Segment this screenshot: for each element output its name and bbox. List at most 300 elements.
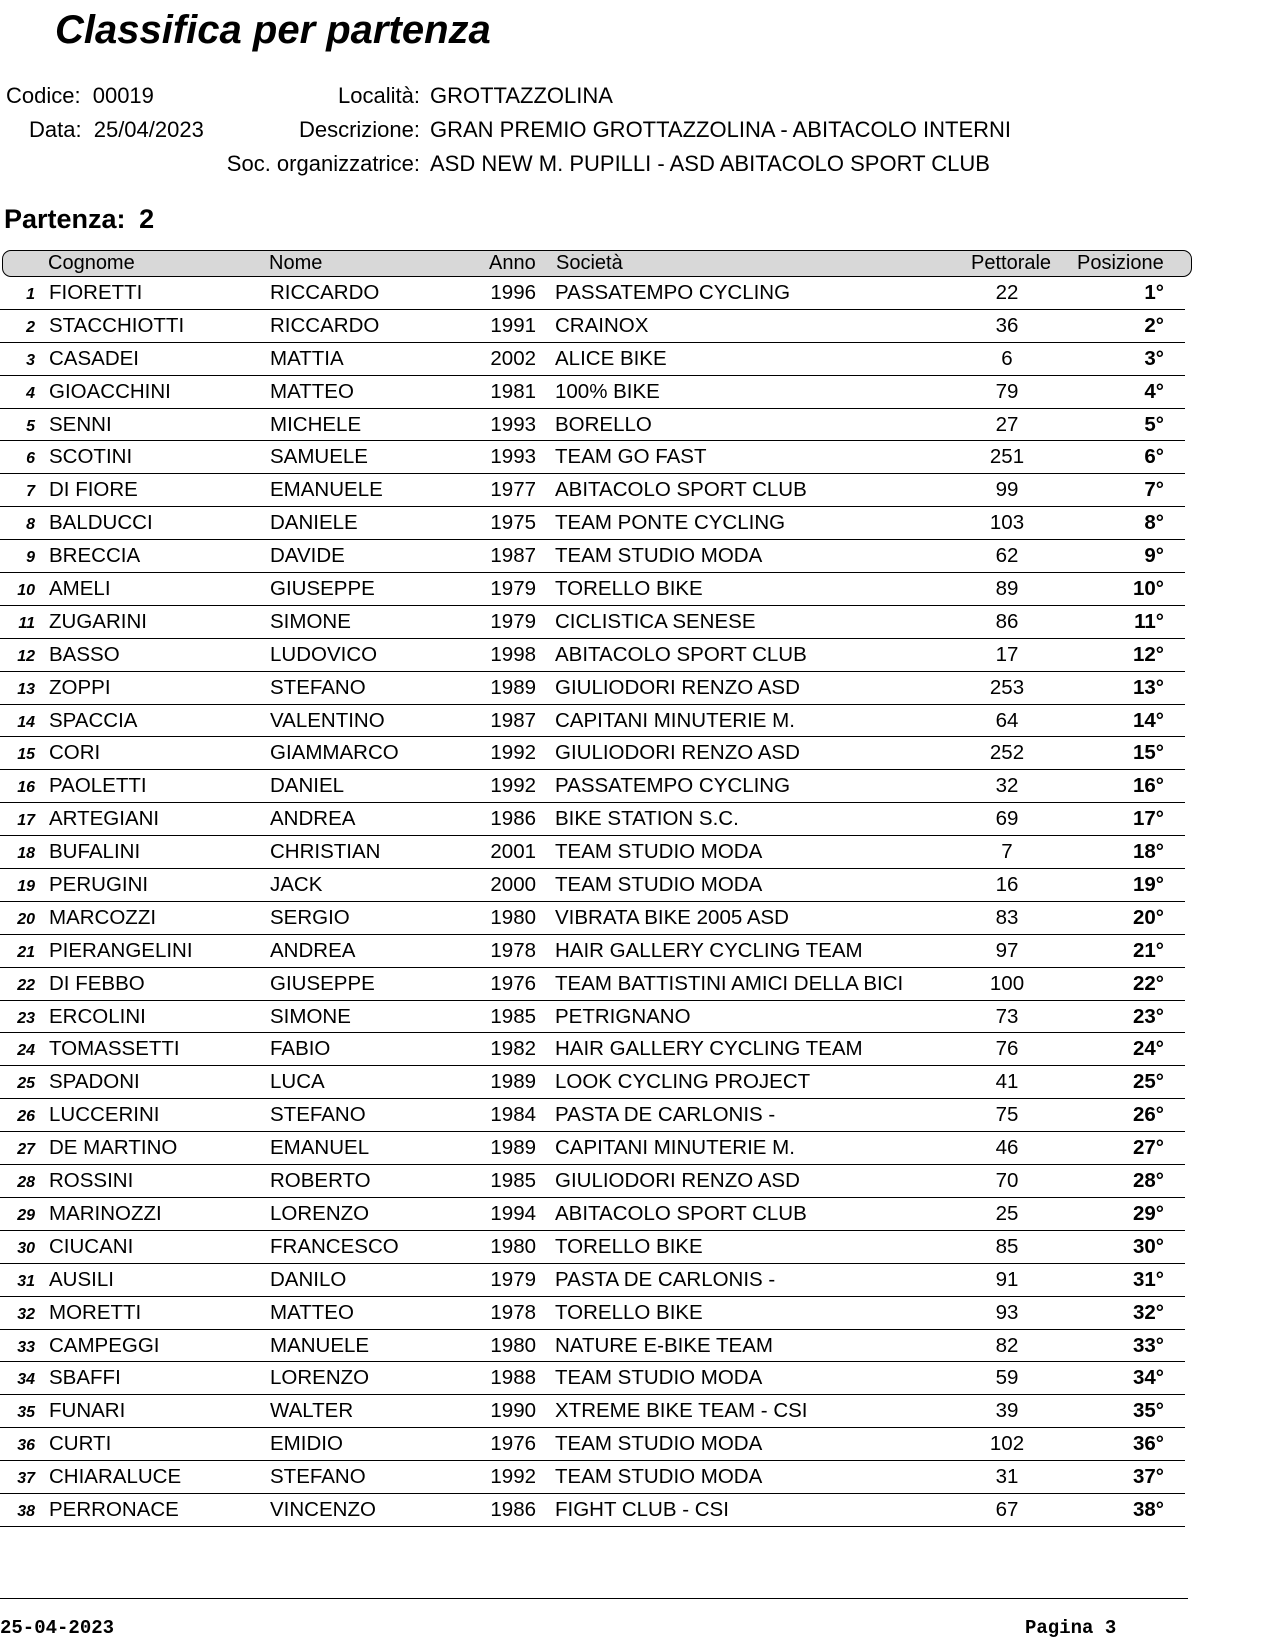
cognome-cell: PAOLETTI bbox=[49, 774, 147, 798]
societa-cell: CAPITANI MINUTERIE M. bbox=[555, 1136, 795, 1160]
posizione-cell: 6° bbox=[1144, 445, 1164, 469]
pettorale-cell: 76 bbox=[995, 1037, 1019, 1061]
anno-cell: 1989 bbox=[490, 1136, 536, 1160]
posizione-cell: 37° bbox=[1132, 1465, 1164, 1489]
table-row bbox=[0, 1165, 1185, 1198]
nome-cell: FRANCESCO bbox=[270, 1234, 399, 1258]
cognome-cell: MARINOZZI bbox=[49, 1201, 162, 1225]
partenza-heading bbox=[4, 204, 154, 235]
row-number: 33 bbox=[17, 1338, 35, 1356]
table-row bbox=[0, 1066, 1185, 1099]
pettorale-cell: 97 bbox=[995, 938, 1019, 962]
soc-value: ASD NEW M. PUPILLI - ASD ABITACOLO SPORT CLUB bbox=[430, 151, 990, 176]
posizione-cell: 5° bbox=[1144, 412, 1164, 436]
pettorale-cell: 82 bbox=[995, 1333, 1019, 1357]
cognome-cell: DI FEBBO bbox=[49, 971, 145, 995]
posizione-cell: 34° bbox=[1132, 1366, 1164, 1390]
pettorale-cell: 16 bbox=[995, 873, 1019, 897]
societa-cell: CRAINOX bbox=[555, 313, 649, 337]
pettorale-cell: 32 bbox=[995, 774, 1019, 798]
table-row bbox=[0, 606, 1185, 639]
row-number: 16 bbox=[17, 779, 35, 797]
anno-cell: 1993 bbox=[490, 445, 536, 469]
table-row bbox=[0, 1231, 1185, 1264]
table-row bbox=[0, 968, 1185, 1001]
nome-cell: MATTEO bbox=[270, 1300, 354, 1324]
row-number: 30 bbox=[17, 1239, 35, 1257]
row-number: 24 bbox=[17, 1042, 35, 1060]
posizione-cell: 27° bbox=[1132, 1136, 1164, 1160]
societa-cell: TEAM STUDIO MODA bbox=[555, 1366, 763, 1390]
cognome-cell: DE MARTINO bbox=[49, 1136, 178, 1160]
pettorale-cell: 253 bbox=[989, 675, 1025, 699]
pettorale-cell: 75 bbox=[995, 1103, 1019, 1127]
table-row bbox=[0, 310, 1185, 343]
posizione-cell: 36° bbox=[1132, 1432, 1164, 1456]
pettorale-cell: 85 bbox=[995, 1234, 1019, 1258]
anno-cell: 1992 bbox=[490, 774, 536, 798]
anno-cell: 1991 bbox=[490, 313, 536, 337]
row-number: 38 bbox=[17, 1502, 35, 1520]
anno-cell: 1980 bbox=[490, 1234, 536, 1258]
header-posizione: Posizione bbox=[1077, 252, 1164, 274]
row-number: 21 bbox=[17, 943, 35, 961]
posizione-cell: 13° bbox=[1132, 675, 1164, 699]
row-number: 2 bbox=[26, 318, 35, 336]
header-pettorale: Pettorale bbox=[971, 252, 1052, 274]
nome-cell: LORENZO bbox=[270, 1201, 370, 1225]
pettorale-cell: 6 bbox=[1001, 346, 1013, 370]
table-row bbox=[0, 1330, 1185, 1363]
posizione-cell: 11° bbox=[1134, 609, 1164, 633]
cognome-cell: ARTEGIANI bbox=[49, 807, 160, 831]
posizione-cell: 17° bbox=[1132, 807, 1164, 831]
table-row bbox=[0, 1132, 1185, 1165]
nome-cell: STEFANO bbox=[270, 1103, 366, 1127]
cognome-cell: GIOACCHINI bbox=[49, 379, 171, 403]
posizione-cell: 25° bbox=[1132, 1070, 1164, 1094]
societa-cell: TEAM STUDIO MODA bbox=[555, 1432, 763, 1456]
societa-cell: HAIR GALLERY CYCLING TEAM bbox=[555, 1037, 863, 1061]
posizione-cell: 3° bbox=[1144, 346, 1164, 370]
posizione-cell: 22° bbox=[1132, 971, 1164, 995]
cognome-cell: CAMPEGGI bbox=[49, 1333, 160, 1357]
nome-cell: LUDOVICO bbox=[270, 642, 378, 666]
pettorale-cell: 86 bbox=[995, 609, 1019, 633]
pettorale-cell: 103 bbox=[989, 511, 1025, 535]
table-row bbox=[0, 441, 1185, 474]
table-row bbox=[0, 737, 1185, 770]
anno-cell: 1984 bbox=[490, 1103, 536, 1127]
posizione-cell: 14° bbox=[1132, 708, 1164, 732]
societa-cell: ABITACOLO SPORT CLUB bbox=[555, 642, 807, 666]
anno-cell: 1996 bbox=[490, 281, 536, 304]
pettorale-cell: 91 bbox=[995, 1267, 1019, 1291]
pettorale-cell: 79 bbox=[995, 379, 1019, 403]
table-row bbox=[0, 1198, 1185, 1231]
societa-cell: TEAM STUDIO MODA bbox=[555, 873, 763, 897]
header-cognome: Cognome bbox=[48, 252, 135, 274]
cognome-cell: PERUGINI bbox=[49, 873, 149, 897]
anno-cell: 1981 bbox=[490, 379, 536, 403]
societa-cell: TORELLO BIKE bbox=[555, 577, 703, 601]
anno-cell: 1986 bbox=[490, 1497, 536, 1521]
societa-cell: TEAM STUDIO MODA bbox=[555, 840, 763, 864]
nome-cell: EMANUELE bbox=[270, 478, 383, 502]
codice-label: Codice: bbox=[6, 83, 81, 108]
anno-cell: 1976 bbox=[490, 971, 536, 995]
row-number: 9 bbox=[26, 549, 35, 567]
anno-cell: 1985 bbox=[490, 1169, 536, 1193]
nome-cell: CHRISTIAN bbox=[270, 840, 381, 864]
row-number: 36 bbox=[17, 1437, 35, 1455]
nome-cell: MICHELE bbox=[270, 412, 362, 436]
posizione-cell: 26° bbox=[1132, 1103, 1164, 1127]
pettorale-cell: 59 bbox=[995, 1366, 1019, 1390]
anno-cell: 1985 bbox=[490, 1004, 536, 1028]
cognome-cell: SPADONI bbox=[49, 1070, 140, 1094]
pettorale-cell: 83 bbox=[995, 905, 1019, 929]
cognome-cell: ROSSINI bbox=[49, 1169, 134, 1193]
nome-cell: RICCARDO bbox=[270, 313, 380, 337]
cognome-cell: LUCCERINI bbox=[49, 1103, 160, 1127]
table-row bbox=[0, 409, 1185, 442]
table-row bbox=[0, 639, 1185, 672]
table-row bbox=[0, 869, 1185, 902]
societa-cell: 100% BIKE bbox=[555, 379, 660, 403]
cognome-cell: PERRONACE bbox=[49, 1497, 179, 1521]
anno-cell: 1986 bbox=[490, 807, 536, 831]
partenza-label: Partenza: bbox=[4, 204, 126, 234]
nome-cell: STEFANO bbox=[270, 675, 366, 699]
posizione-cell: 33° bbox=[1132, 1333, 1164, 1357]
row-number: 4 bbox=[26, 384, 35, 402]
table-row bbox=[0, 474, 1185, 507]
cognome-cell: PIERANGELINI bbox=[49, 938, 193, 962]
table-row bbox=[0, 507, 1185, 540]
anno-cell: 1979 bbox=[490, 609, 536, 633]
anno-cell: 1993 bbox=[490, 412, 536, 436]
pettorale-cell: 31 bbox=[995, 1465, 1019, 1489]
cognome-cell: SCOTINI bbox=[49, 445, 133, 469]
pettorale-cell: 25 bbox=[995, 1201, 1019, 1225]
nome-cell: SIMONE bbox=[270, 609, 351, 633]
nome-cell: SAMUELE bbox=[270, 445, 368, 469]
societa-cell: FIGHT CLUB - CSI bbox=[555, 1497, 729, 1521]
societa-cell: ABITACOLO SPORT CLUB bbox=[555, 478, 807, 502]
anno-cell: 1982 bbox=[490, 1037, 536, 1061]
nome-cell: MATTEO bbox=[270, 379, 354, 403]
pettorale-cell: 17 bbox=[995, 642, 1019, 666]
table-row bbox=[0, 1461, 1185, 1494]
posizione-cell: 2° bbox=[1144, 313, 1164, 337]
nome-cell: DANIEL bbox=[270, 774, 345, 798]
pettorale-cell: 41 bbox=[995, 1070, 1019, 1094]
table-row bbox=[0, 803, 1185, 836]
partenza-value: 2 bbox=[139, 204, 155, 234]
posizione-cell: 16° bbox=[1132, 774, 1164, 798]
cognome-cell: MARCOZZI bbox=[49, 905, 157, 929]
posizione-cell: 32° bbox=[1132, 1300, 1164, 1324]
row-number: 25 bbox=[17, 1075, 35, 1093]
anno-cell: 1998 bbox=[490, 642, 536, 666]
anno-cell: 1975 bbox=[490, 511, 536, 535]
societa-cell: TORELLO BIKE bbox=[555, 1234, 703, 1258]
footer-date: 25-04-2023 bbox=[0, 1617, 115, 1639]
cognome-cell: BUFALINI bbox=[49, 840, 141, 864]
societa-cell: PASSATEMPO CYCLING bbox=[555, 281, 791, 304]
row-number: 19 bbox=[17, 878, 35, 896]
row-number: 6 bbox=[26, 450, 35, 468]
posizione-cell: 15° bbox=[1132, 741, 1164, 765]
table-row bbox=[0, 1428, 1185, 1461]
nome-cell: LORENZO bbox=[270, 1366, 370, 1390]
posizione-cell: 7° bbox=[1144, 478, 1164, 502]
footer-page: Pagina 3 bbox=[1025, 1617, 1117, 1639]
societa-cell: PASTA DE CARLONIS - bbox=[555, 1267, 776, 1291]
societa-cell: TEAM GO FAST bbox=[555, 445, 707, 469]
posizione-cell: 23° bbox=[1132, 1004, 1164, 1028]
societa-cell: HAIR GALLERY CYCLING TEAM bbox=[555, 938, 863, 962]
descrizione-value: GRAN PREMIO GROTTAZZOLINA - ABITACOLO INTERNI bbox=[430, 117, 1012, 142]
anno-cell: 1989 bbox=[490, 675, 536, 699]
row-number: 32 bbox=[17, 1305, 35, 1323]
nome-cell: GIAMMARCO bbox=[270, 741, 399, 765]
row-number: 5 bbox=[26, 417, 35, 435]
cognome-cell: BALDUCCI bbox=[49, 511, 153, 535]
row-number: 31 bbox=[17, 1272, 35, 1290]
nome-cell: GIUSEPPE bbox=[270, 971, 375, 995]
table-row bbox=[0, 1297, 1185, 1330]
cognome-cell: BASSO bbox=[49, 642, 120, 666]
cognome-cell: CIUCANI bbox=[49, 1234, 134, 1258]
cognome-cell: SPACCIA bbox=[49, 708, 138, 732]
posizione-cell: 21° bbox=[1132, 938, 1164, 962]
societa-cell: PETRIGNANO bbox=[555, 1004, 691, 1028]
table-row bbox=[0, 705, 1185, 738]
table-row bbox=[0, 1494, 1185, 1527]
row-number: 17 bbox=[17, 812, 35, 830]
table-row bbox=[0, 1099, 1185, 1132]
societa-cell: TEAM STUDIO MODA bbox=[555, 544, 763, 568]
nome-cell: EMIDIO bbox=[270, 1432, 343, 1456]
posizione-cell: 9° bbox=[1144, 544, 1164, 568]
nome-cell: GIUSEPPE bbox=[270, 577, 375, 601]
pettorale-cell: 62 bbox=[995, 544, 1019, 568]
pettorale-cell: 99 bbox=[995, 478, 1019, 502]
nome-cell: MATTIA bbox=[270, 346, 344, 370]
table-row bbox=[0, 672, 1185, 705]
pettorale-cell: 69 bbox=[995, 807, 1019, 831]
pettorale-cell: 39 bbox=[995, 1399, 1019, 1423]
nome-cell: RICCARDO bbox=[270, 281, 380, 304]
anno-cell: 1976 bbox=[490, 1432, 536, 1456]
societa-cell: TEAM STUDIO MODA bbox=[555, 1465, 763, 1489]
anno-cell: 1987 bbox=[490, 544, 536, 568]
anno-cell: 1992 bbox=[490, 741, 536, 765]
row-number: 1 bbox=[26, 286, 35, 303]
cognome-cell: DI FIORE bbox=[49, 478, 138, 502]
anno-cell: 2001 bbox=[490, 840, 536, 864]
row-number: 23 bbox=[17, 1009, 35, 1027]
anno-cell: 1980 bbox=[490, 1333, 536, 1357]
societa-cell: GIULIODORI RENZO ASD bbox=[555, 675, 800, 699]
nome-cell: DAVIDE bbox=[270, 544, 345, 568]
nome-cell: EMANUEL bbox=[270, 1136, 370, 1160]
header-anno: Anno bbox=[489, 252, 536, 274]
posizione-cell: 12° bbox=[1132, 642, 1164, 666]
nome-cell: MANUELE bbox=[270, 1333, 370, 1357]
anno-cell: 1980 bbox=[490, 905, 536, 929]
cognome-cell: BRECCIA bbox=[49, 544, 141, 568]
posizione-cell: 29° bbox=[1132, 1201, 1164, 1225]
table-row bbox=[0, 277, 1185, 310]
societa-cell: ABITACOLO SPORT CLUB bbox=[555, 1201, 807, 1225]
nome-cell: ANDREA bbox=[270, 938, 356, 962]
pettorale-cell: 73 bbox=[995, 1004, 1019, 1028]
row-number: 26 bbox=[17, 1108, 35, 1126]
footer-divider bbox=[0, 1598, 1188, 1599]
pettorale-cell: 27 bbox=[995, 412, 1019, 436]
anno-cell: 2000 bbox=[490, 873, 536, 897]
pettorale-cell: 7 bbox=[1001, 840, 1013, 864]
cognome-cell: CHIARALUCE bbox=[49, 1465, 182, 1489]
cognome-cell: FIORETTI bbox=[49, 281, 143, 304]
anno-cell: 1988 bbox=[490, 1366, 536, 1390]
pettorale-cell: 64 bbox=[995, 708, 1019, 732]
table-row bbox=[0, 1362, 1185, 1395]
societa-cell: NATURE E-BIKE TEAM bbox=[555, 1333, 773, 1357]
cognome-cell: FUNARI bbox=[49, 1399, 126, 1423]
societa-cell: CAPITANI MINUTERIE M. bbox=[555, 708, 795, 732]
pettorale-cell: 251 bbox=[989, 445, 1025, 469]
row-number: 13 bbox=[17, 680, 35, 698]
codice-row bbox=[6, 83, 154, 109]
data-value: 25/04/2023 bbox=[93, 117, 204, 142]
table-row bbox=[0, 1264, 1185, 1297]
localita-value: GROTTAZZOLINA bbox=[430, 83, 613, 108]
anno-cell: 1992 bbox=[490, 1465, 536, 1489]
table-row bbox=[0, 540, 1185, 573]
cognome-cell: CURTI bbox=[49, 1432, 112, 1456]
posizione-cell: 10° bbox=[1132, 577, 1164, 601]
row-number: 29 bbox=[17, 1206, 35, 1224]
nome-cell: WALTER bbox=[270, 1399, 354, 1423]
posizione-cell: 8° bbox=[1144, 511, 1164, 535]
soc-label: Soc. organizzatrice: bbox=[226, 151, 420, 176]
nome-cell: VALENTINO bbox=[270, 708, 385, 732]
row-number: 15 bbox=[17, 746, 35, 764]
cognome-cell: STACCHIOTTI bbox=[49, 313, 185, 337]
header-nome: Nome bbox=[269, 252, 323, 274]
cognome-cell: SENNI bbox=[49, 412, 112, 436]
societa-cell: ALICE BIKE bbox=[555, 346, 667, 370]
societa-cell: XTREME BIKE TEAM - CSI bbox=[555, 1399, 808, 1423]
results-table bbox=[0, 277, 1185, 1527]
pettorale-cell: 93 bbox=[995, 1300, 1019, 1324]
nome-cell: DANILO bbox=[270, 1267, 347, 1291]
societa-cell: TEAM PONTE CYCLING bbox=[555, 511, 786, 535]
row-number: 3 bbox=[26, 351, 35, 369]
row-number: 34 bbox=[17, 1371, 35, 1389]
row-number: 8 bbox=[26, 516, 35, 534]
row-number: 12 bbox=[17, 647, 35, 665]
nome-cell: JACK bbox=[270, 873, 323, 897]
anno-cell: 1978 bbox=[490, 938, 536, 962]
cognome-cell: CORI bbox=[49, 741, 101, 765]
cognome-cell: ERCOLINI bbox=[49, 1004, 146, 1028]
nome-cell: DANIELE bbox=[270, 511, 358, 535]
pettorale-cell: 252 bbox=[989, 741, 1025, 765]
anno-cell: 1987 bbox=[490, 708, 536, 732]
pettorale-cell: 89 bbox=[995, 577, 1019, 601]
pettorale-cell: 67 bbox=[995, 1497, 1019, 1521]
row-number: 18 bbox=[17, 845, 35, 863]
row-number: 37 bbox=[17, 1470, 35, 1488]
societa-cell: GIULIODORI RENZO ASD bbox=[555, 741, 800, 765]
table-row bbox=[0, 935, 1185, 968]
pettorale-cell: 36 bbox=[995, 313, 1019, 337]
posizione-cell: 30° bbox=[1132, 1234, 1164, 1258]
posizione-cell: 24° bbox=[1132, 1037, 1164, 1061]
societa-cell: VIBRATA BIKE 2005 ASD bbox=[555, 905, 789, 929]
posizione-cell: 19° bbox=[1132, 873, 1164, 897]
nome-cell: FABIO bbox=[270, 1037, 331, 1061]
table-header bbox=[2, 250, 1192, 277]
table-row bbox=[0, 836, 1185, 869]
table-row bbox=[0, 376, 1185, 409]
table-row bbox=[0, 1395, 1185, 1428]
nome-cell: SIMONE bbox=[270, 1004, 351, 1028]
table-row bbox=[0, 343, 1185, 376]
societa-cell: TEAM BATTISTINI AMICI DELLA BICI bbox=[555, 971, 904, 995]
anno-cell: 1979 bbox=[490, 577, 536, 601]
anno-cell: 1979 bbox=[490, 1267, 536, 1291]
cognome-cell: ZUGARINI bbox=[49, 609, 147, 633]
pettorale-cell: 102 bbox=[989, 1432, 1025, 1456]
codice-value: 00019 bbox=[92, 83, 154, 108]
posizione-cell: 35° bbox=[1132, 1399, 1164, 1423]
row-number: 35 bbox=[17, 1404, 35, 1422]
societa-cell: PASTA DE CARLONIS - bbox=[555, 1103, 776, 1127]
header-societa: Società bbox=[556, 252, 623, 274]
row-number: 20 bbox=[17, 910, 35, 928]
posizione-cell: 20° bbox=[1132, 905, 1164, 929]
nome-cell: VINCENZO bbox=[270, 1497, 376, 1521]
cognome-cell: TOMASSETTI bbox=[49, 1037, 180, 1061]
pettorale-cell: 22 bbox=[995, 281, 1019, 304]
nome-cell: STEFANO bbox=[270, 1465, 366, 1489]
row-number: 7 bbox=[26, 483, 35, 501]
posizione-cell: 38° bbox=[1132, 1497, 1164, 1521]
page-title: Classifica per partenza bbox=[55, 8, 491, 52]
societa-cell: PASSATEMPO CYCLING bbox=[555, 774, 791, 798]
societa-cell: TORELLO BIKE bbox=[555, 1300, 703, 1324]
table-row bbox=[0, 1001, 1185, 1034]
posizione-cell: 31° bbox=[1132, 1267, 1164, 1291]
cognome-cell: SBAFFI bbox=[49, 1366, 121, 1390]
societa-cell: CICLISTICA SENESE bbox=[555, 609, 756, 633]
row-number: 22 bbox=[17, 976, 35, 994]
pettorale-cell: 46 bbox=[995, 1136, 1019, 1160]
table-row bbox=[0, 770, 1185, 803]
row-number: 14 bbox=[17, 713, 35, 731]
nome-cell: ANDREA bbox=[270, 807, 356, 831]
nome-cell: ROBERTO bbox=[270, 1169, 371, 1193]
row-number: 10 bbox=[17, 582, 35, 600]
row-number: 11 bbox=[18, 614, 35, 632]
cognome-cell: MORETTI bbox=[49, 1300, 142, 1324]
